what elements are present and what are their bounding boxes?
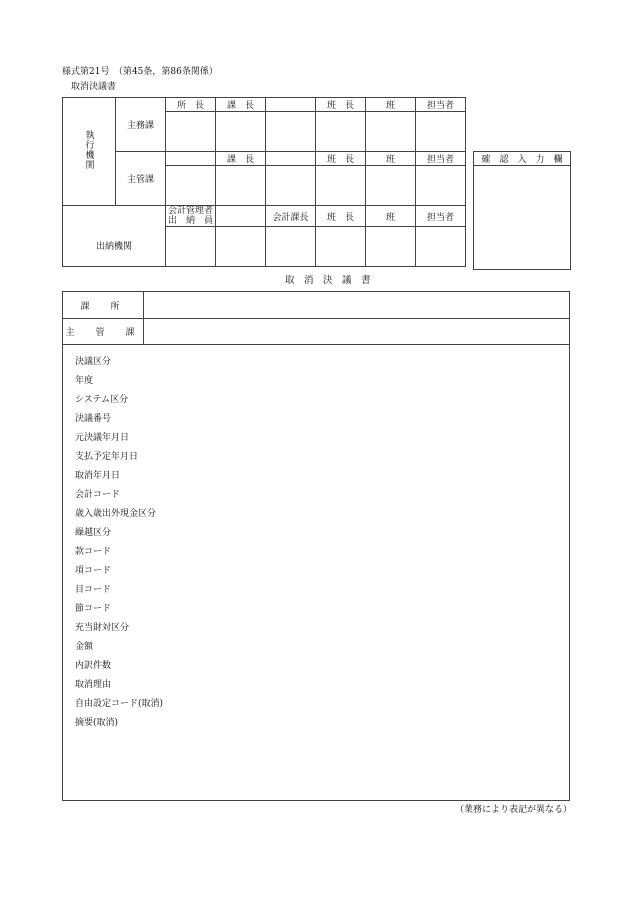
stamp-cell[interactable]	[266, 227, 316, 267]
header-cell: 班 長	[316, 98, 366, 112]
header-cell: 班	[366, 206, 416, 227]
stamp-cell[interactable]	[366, 166, 416, 206]
field-label: 決議番号	[75, 414, 112, 424]
stamp-cell[interactable]	[416, 227, 466, 267]
header-cell: 班	[366, 98, 416, 112]
field-label: 決議区分	[75, 357, 112, 367]
field-label: 充当財対区分	[75, 623, 130, 633]
stamp-cell[interactable]	[166, 166, 216, 206]
stamp-cell[interactable]	[366, 112, 416, 152]
managing-dept-label: 主 管 課	[63, 318, 144, 344]
form-name: 取消決議書	[71, 82, 117, 92]
stamp-cell[interactable]	[216, 227, 266, 267]
field-label: 金額	[75, 642, 94, 652]
field-label: 歳入歳出外現金区分	[75, 509, 157, 519]
header-cell: 課 長	[216, 98, 266, 112]
main-form	[62, 291, 570, 801]
header-cell	[216, 206, 266, 227]
form-row-managing-dept	[63, 318, 569, 345]
header-cell: 会計課長	[266, 206, 316, 227]
form-row-section	[63, 292, 569, 319]
dept-label-main: 主務課	[116, 98, 166, 152]
field-label: 取消理由	[75, 680, 112, 690]
field-label: 取消年月日	[75, 471, 121, 481]
header-cell	[166, 152, 216, 166]
field-label: 会計コード	[75, 490, 121, 500]
dept-label-treasury: 出納機関	[63, 206, 166, 267]
stamp-cell[interactable]	[316, 166, 366, 206]
header-cell: 担当者	[416, 98, 466, 112]
side-label-executive: 執行機関	[63, 98, 116, 206]
stamp-cell[interactable]	[366, 227, 416, 267]
header-cell: 班	[366, 152, 416, 166]
field-label: 支払予定年月日	[75, 452, 139, 462]
footnote: （業務により表記が異なる）	[455, 805, 573, 815]
stamp-cell[interactable]	[166, 112, 216, 152]
document-title: 取 消 決 議 書	[285, 275, 371, 286]
field-label: 款コード	[75, 547, 112, 557]
approval-table	[62, 97, 466, 267]
header-cell: 担当者	[416, 152, 466, 166]
header-cell-accounting-manager: 会計管理者 出 納 員	[166, 206, 216, 227]
confirmation-box	[473, 151, 571, 270]
field-label: 項コード	[75, 566, 112, 576]
stamp-cell[interactable]	[216, 112, 266, 152]
stamp-cell[interactable]	[316, 112, 366, 152]
field-label: 摘要(取消)	[75, 718, 119, 728]
stamp-cell[interactable]	[416, 166, 466, 206]
header-cell: 班 長	[316, 152, 366, 166]
section-label: 課 所	[63, 292, 144, 318]
field-label: 元決議年月日	[75, 433, 130, 443]
field-label: 年度	[75, 376, 94, 386]
stamp-cell[interactable]	[266, 112, 316, 152]
header-cell	[266, 152, 316, 166]
header-cell: 所 長	[166, 98, 216, 112]
field-label: 目コード	[75, 585, 112, 595]
stamp-cell[interactable]	[166, 227, 216, 267]
form-number: 様式第21号 （第45条，第86条関係）	[62, 67, 218, 77]
field-label: 節コード	[75, 604, 112, 614]
confirmation-label: 確 認 入 力 欄	[474, 152, 571, 166]
field-list	[75, 353, 163, 733]
header-cell	[266, 98, 316, 112]
confirmation-stamp-area[interactable]	[474, 166, 571, 270]
field-label: 繰越区分	[75, 528, 112, 538]
header-cell: 班 長	[316, 206, 366, 227]
stamp-cell[interactable]	[416, 112, 466, 152]
stamp-cell[interactable]	[266, 166, 316, 206]
field-label: 自由設定コード(取消)	[75, 699, 164, 709]
dept-label-managing: 主管課	[116, 152, 166, 206]
stamp-cell[interactable]	[216, 166, 266, 206]
field-label: 内訳件数	[75, 661, 112, 671]
field-label: システム区分	[75, 395, 129, 405]
header-cell: 担当者	[416, 206, 466, 227]
header-cell: 課 長	[216, 152, 266, 166]
stamp-cell[interactable]	[316, 227, 366, 267]
